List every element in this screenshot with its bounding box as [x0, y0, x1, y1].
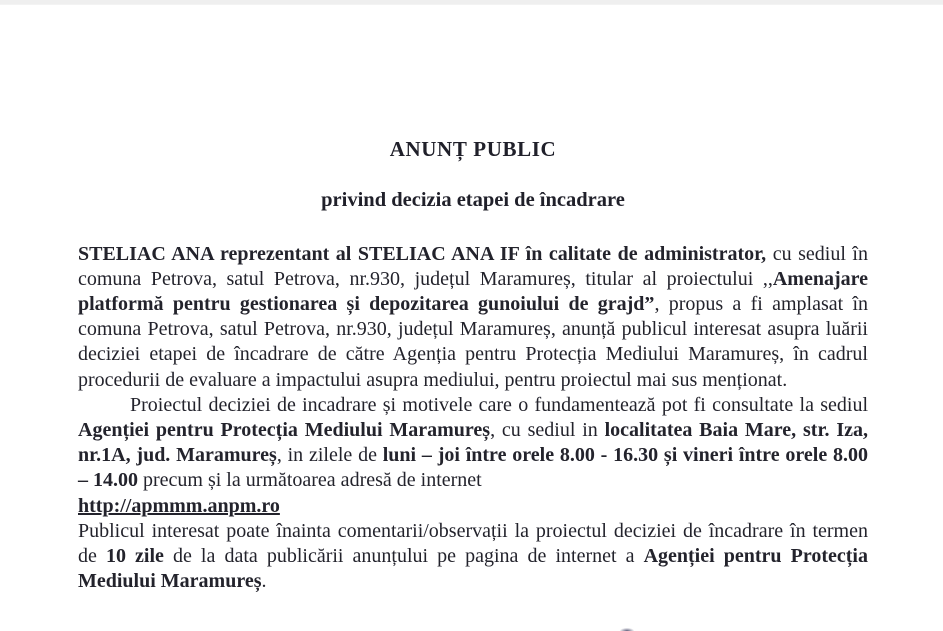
emphasis-run: luni – joi între orele 8.00 - 16.30 și vineri între orele 8.00 – 14.00	[78, 444, 868, 492]
paragraph-comments	[78, 494, 868, 595]
page-title: ANUNȚ PUBLIC	[389, 137, 557, 161]
paragraph-announcement	[78, 242, 868, 393]
emphasis-run: STELIAC ANA reprezentant al STELIAC ANA IF în calitate de administrator,	[78, 242, 767, 265]
paragraph-consultation	[78, 393, 868, 494]
text-run: de la data publicării anunțului pe pagina de internet a	[163, 545, 644, 568]
emphasis-run: Agenției pentru Protecția Mediului Maramureș	[78, 545, 868, 593]
page-subtitle: privind decizia etapei de încadrare	[321, 189, 625, 212]
emphasis-run: Amenajare platformă pentru gestionarea și depozitarea gunoiului de grajd”	[78, 267, 868, 316]
agency-website-link[interactable]: http://apmmm.anpm.ro	[78, 494, 280, 517]
emphasis-run: localitatea Baia Mare, str. Iza, nr.1A, jud. Maramureș	[78, 419, 868, 467]
text-run: , cu sediul in	[490, 419, 605, 442]
text-run: Proiectul deciziei de incadrare și motivele care o fundamentează pot fi consultate la sediul	[130, 393, 868, 416]
emphasis-run: 10 zile	[105, 545, 164, 568]
text-run: Publicul interesat poate înainta comentarii/observații la proiectul deciziei de încadrare în termen de	[78, 519, 868, 568]
text-run: , propus a fi amplasat în comuna Petrova, satul Petrova, nr.930, județul Maramureș, anunță publicul interesat asupra luării deciziei etapei de încadrare de către Agenția pentru Protecția Mediului Maramureș, în cadrul procedurii de evaluare a impactului asupra mediului, pentru proiectul mai sus menționat.	[78, 293, 869, 391]
text-run: precum și la următoarea adresă de internet	[138, 469, 482, 492]
emphasis-run: Agenției pentru Protecția Mediului Maramureș	[78, 419, 491, 442]
text-run: cu sediul în comuna Petrova, satul Petrova, nr.930, județul Maramureș, titular al proiectului ,,	[78, 242, 868, 290]
document-body	[78, 138, 868, 594]
text-run: , in zilele de	[276, 444, 383, 467]
text-run: .	[261, 570, 267, 593]
